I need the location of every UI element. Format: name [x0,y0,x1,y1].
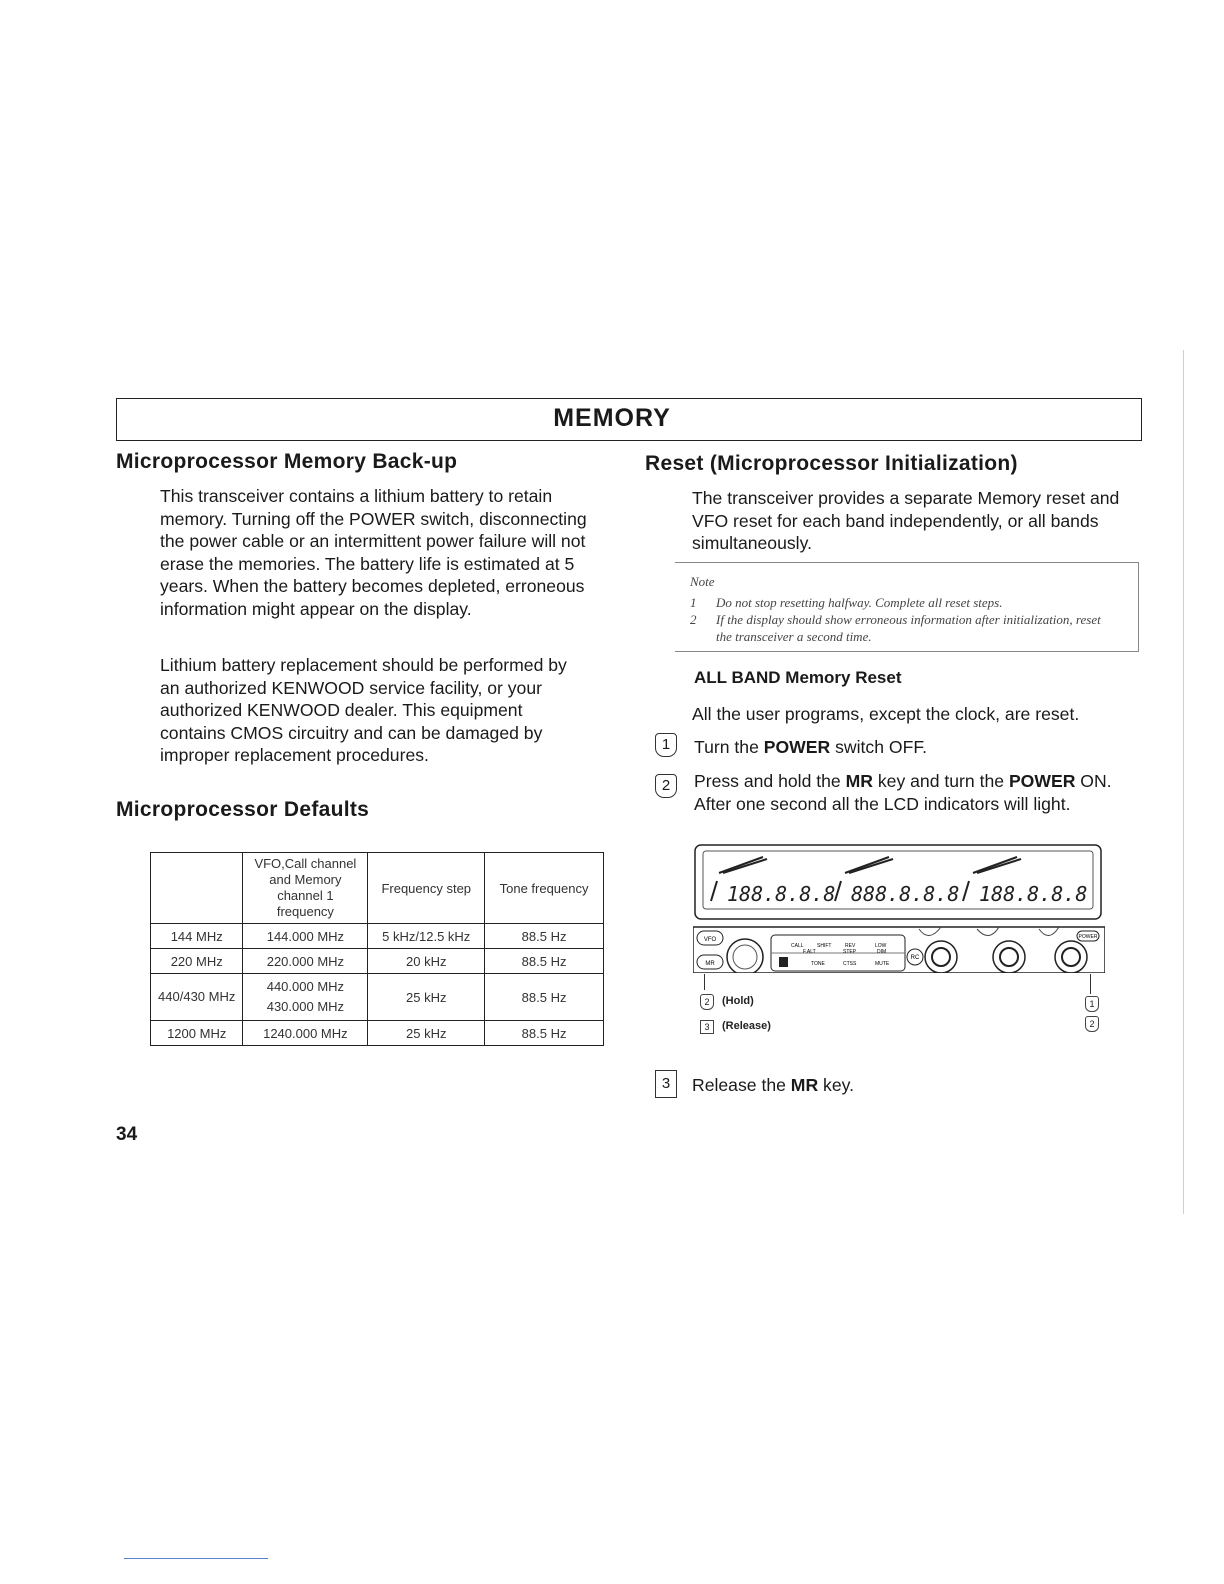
key-label: STEP [843,949,857,955]
page-number: 34 [116,1124,138,1145]
step-3-text [692,1074,1092,1097]
freq-line: 440.000 MHz [266,979,345,994]
section-title: MEMORY [553,404,671,432]
table-header-row [151,853,604,924]
section-header-rule [116,440,1142,441]
paragraph-replacement: Lithium battery replacement should be performed by an authorized KENWOOD service facility, or your authorized KENWOOD dealer. This equipment contains CMOS circuitry and can be damaged by improper replacement procedures. [160,655,567,765]
table-header-cell: Tone frequency [485,853,604,924]
hold-label: (Hold) [722,995,754,1007]
heading-reset: Reset (Microprocessor Initialization) [645,452,1018,475]
table-row [151,949,604,974]
scan-edge-line [1183,350,1184,1214]
key-label: MUTE [875,961,890,967]
band-cell: 220 MHz [151,949,243,974]
freq-line: 430.000 MHz [266,999,345,1014]
scan-underline-mark [124,1558,268,1559]
tone-cell: 88.5 Hz [485,1021,604,1046]
step-cell: 20 kHz [368,949,485,974]
step-cell: 25 kHz [368,974,485,1021]
callout-line [704,974,705,990]
heading-defaults: Microprocessor Defaults [116,798,370,821]
table-row [151,974,604,1021]
paragraph-all-band: All the user programs, except the clock, are reset. [692,704,1080,724]
table-header-cell: VFO,Call channel and Memory channel 1 frequency [243,853,368,924]
band-cell: 440/430 MHz [151,974,243,1021]
step-key: MR [790,1075,819,1095]
table-header-cell [151,853,243,924]
note-text: Do not stop resetting halfway. Complete all reset steps. [716,595,1003,610]
step-key: POWER [1008,771,1076,791]
rc-button: RC [910,955,920,961]
step-text: switch OFF. [830,737,928,757]
step-1-text [694,736,1124,759]
step-key: MR [845,771,873,791]
key-label: CTSS [843,961,857,967]
subheading-all-band: ALL BAND Memory Reset [694,668,902,687]
freq-cell: 220.000 MHz [243,949,368,974]
step-number-badge: 2 [655,774,677,798]
tone-cell: 88.5 Hz [485,924,604,949]
band-cell: 1200 MHz [151,1021,243,1046]
paragraph-battery: This transceiver contains a lithium battery to retain memory. Turning off the POWER switch, disconnecting the power cable or an intermittent power failure will not erase the memories. The battery life is estimated at 5 years. When the battery becomes depleted, erroneous information might appear on the display. [160,486,587,619]
freq-cell [243,974,368,1021]
heading-memory-backup: Microprocessor Memory Back-up [116,450,458,473]
step-text: key. [818,1075,855,1095]
step-text: key and turn the [872,771,1009,791]
freq-cell: 144.000 MHz [243,924,368,949]
step-key: POWER [763,737,831,757]
callout-line [1090,974,1091,994]
step-cell: 25 kHz [368,1021,485,1046]
step-cell: 5 kHz/12.5 kHz [368,924,485,949]
defaults-table [150,852,604,1046]
release-label: (Release) [722,1020,771,1032]
band-cell: 144 MHz [151,924,243,949]
power-button: POWER [1078,934,1098,940]
step-text: Turn the [694,737,764,757]
radio-illustration [693,843,1105,973]
step-text: ON. After one second all the LCD indicators will light. [694,771,1112,814]
step-text: Press and hold the [694,771,846,791]
key-label: REV [845,943,856,949]
key-label: CALL [791,943,804,949]
note-title: Note [690,574,715,589]
radio-front-panel-figure [693,843,1105,973]
note-num: 2 [690,612,697,627]
key-label: TONE [811,961,825,967]
step-number-badge: 1 [655,733,677,757]
callout-release-badge: 3 [700,1020,714,1034]
note-text: If the display should show erroneous information after initialization, reset the transceiver a second time. [716,612,1101,644]
paragraph-reset-intro: The transceiver provides a separate Memory reset and VFO reset for each band independently, or all bands simultaneously. [692,488,1120,553]
table-row [151,1021,604,1046]
vfo-button: VFO [703,937,717,943]
callout-power-off-badge: 2 [1085,1016,1099,1032]
key-label: SHIFT [817,943,832,949]
table-header-cell: Frequency step [368,853,485,924]
key-label: DIM [877,949,887,955]
step-number-box: 3 [655,1070,677,1098]
tone-cell: 88.5 Hz [485,974,604,1021]
callout-hold-badge: 2 [700,994,714,1010]
freq-cell: 1240.000 MHz [243,1021,368,1046]
lcd-digits: 888.8.8.8 [851,882,960,906]
table-row [151,924,604,949]
lcd-digits: 188.8.8.8 [727,882,836,906]
callout-power-on-badge: 1 [1085,996,1099,1012]
note-num: 1 [690,595,697,610]
key-label: F.ALT [803,949,816,955]
step-text: Release the [692,1075,791,1095]
mr-button: MR [705,961,715,967]
tone-cell: 88.5 Hz [485,949,604,974]
lcd-digits: 188.8.8.8 [979,882,1088,906]
key-label: LOW [875,943,887,949]
step-2-text [694,770,1114,815]
